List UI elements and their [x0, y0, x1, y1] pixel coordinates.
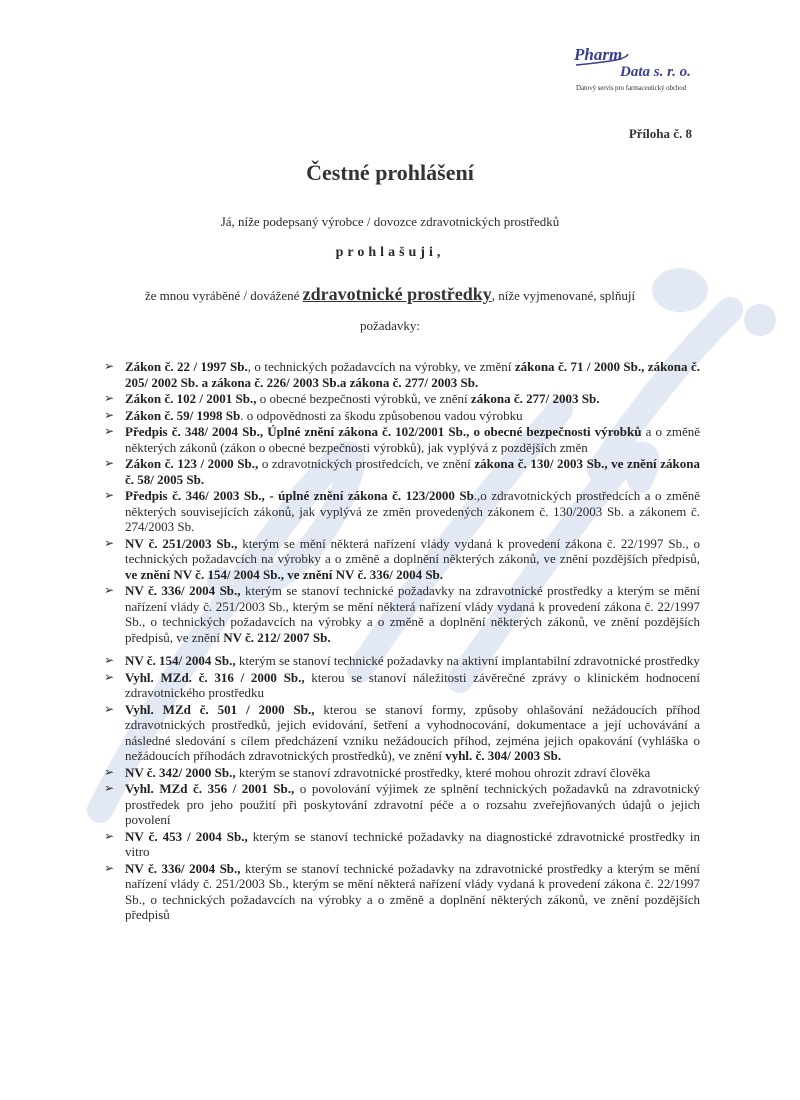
list-item [100, 670, 700, 701]
regulation-description: kterým se stanoví technické požadavky na aktivní implantabilní zdravotnické prostředky [235, 653, 700, 668]
regulation-description: kterým se mění některá nařízení vlády vydaná k provedení zákona č. 22/1997 Sb., o technických požadavcích na výrobky a o změně a doplnění některých zákonů, ve znění pozdějších předpisů, [125, 535, 700, 566]
regulation-reference: zákona č. 277/ 2003 Sb. [470, 391, 600, 406]
regulation-description: o povolování výjimek ze splnění technických požadavků na zdravotnický prostředek pro jeho použití při poskytování zdravotní péče a o rozsahu zveřejňovaných údajů o jejich povolení [125, 781, 700, 827]
list-item [100, 583, 700, 645]
list-item [100, 653, 700, 669]
products-highlight: zdravotnické prostředky [302, 284, 492, 304]
arrowhead-bullet-icon: ➢ [104, 860, 115, 875]
regulation-reference: NV č. 342/ 2000 Sb., [125, 764, 236, 780]
regulation-reference: NV č. 154/ 2004 Sb., [125, 653, 236, 668]
regulation-reference: Předpis č. 346/ 2003 Sb., - úplné znění zákona č. 123/2000 Sb [125, 488, 474, 503]
list-item [100, 359, 700, 390]
regulations-list [100, 359, 700, 924]
list-item [100, 488, 700, 535]
regulation-description: kterou se stanoví náležitosti závěrečné zprávy o klinickém hodnocení zdravotnického prostředku [125, 669, 700, 700]
regulation-reference: Zákon č. 59/ 1998 Sb [125, 407, 241, 423]
regulation-reference: NV č. 453 / 2004 Sb., [125, 828, 248, 844]
products-statement [0, 284, 780, 305]
regulation-description: kterým se stanoví technické požadavky na zdravotnické prostředky a kterým se mění nařízení vlády č. 251/2003 Sb., kterým se mění některá nařízení vlády vydaná k provedení zákona č. 22/1997 Sb., o technických požadavcích na výrobky a o změně a doplnění některých zákonů, ve znění pozdějších předpisů [125, 860, 700, 922]
regulation-description: .,o zdravotnických prostředcích a o změně některých souvisejících zákonů, jak vyplývá ze změn provedených zákonem č. 130/2003 Sb. a zákonem č. 274/2003 Sb. [125, 488, 700, 534]
logo-brand-top: Pharm [574, 45, 623, 64]
regulation-description: kterou se stanoví formy, způsoby ohlašování nežádoucích příhod zdravotnických prostředků, jejich evidování, šetření a vyhodnocování, dokumentace a její uchovávání a následné sledování s cílem předcházení vzniku nežádoucích příhod, zejména jejich opakování (vyhláška o nežádoucích příhodách zdravotnických prostředků), ve znění [125, 701, 700, 763]
products-prefix: že mnou vyráběné / dovážené [144, 288, 303, 303]
list-item [100, 424, 700, 455]
list-item [100, 861, 700, 923]
regulation-description: . o odpovědnosti za škodu způsobenou vadou výrobku [240, 407, 523, 423]
logo-brand-bottom: Data s. r. o. [620, 64, 691, 80]
regulation-description: a o změně některých zákonů (zákon o obecné bezpečnosti výrobků), jak vyplývá z pozdějších změn [125, 424, 700, 455]
arrowhead-bullet-icon: ➢ [104, 669, 115, 684]
regulation-description: , o technických požadavcích na výrobky, ve změní [247, 359, 515, 374]
list-item [100, 408, 700, 424]
arrowhead-bullet-icon: ➢ [104, 764, 115, 779]
list-item [100, 702, 700, 764]
regulation-reference: vyhl. č. 304/ 2003 Sb. [445, 748, 562, 763]
regulation-reference: Předpis č. 348/ 2004 Sb., Úplné znění zákona č. 102/2001 Sb., o obecné bezpečnosti výrobků [125, 424, 642, 439]
arrowhead-bullet-icon: ➢ [104, 407, 115, 422]
regulation-reference: NV č. 212/ 2007 Sb. [223, 629, 331, 645]
arrowhead-bullet-icon: ➢ [104, 391, 115, 405]
regulation-reference: Zákon č. 22 / 1997 Sb. [125, 359, 248, 374]
arrowhead-bullet-icon: ➢ [104, 456, 115, 470]
regulation-reference: NV č. 336/ 2004 Sb., [125, 583, 241, 598]
regulation-reference: zákona č. 130/ 2003 Sb., ve znění zákona č. 58/ 2005 Sb. [125, 456, 700, 487]
requirements-label: požadavky: [360, 318, 420, 333]
regulation-reference: Vyhl. MZd č. 356 / 2001 Sb., [125, 781, 295, 796]
arrowhead-bullet-icon: ➢ [104, 653, 115, 667]
regulation-description: kterým se stanoví technické požadavky na zdravotnické prostředky a kterým se mění nařízení vlády č. 251/2003 Sb., kterým se mění některá nařízení vlády vydaná k provedení zákona č. 22/1997 Sb., o technických požadavcích na výrobky a o změně a doplnění některých zákonů, ve znění pozdějších předpisů, ve znění [125, 583, 700, 645]
regulation-reference: Vyhl. MZd. č. 316 / 2000 Sb., [125, 669, 305, 685]
arrowhead-bullet-icon: ➢ [104, 583, 115, 597]
regulation-description: o obecné bezpečnosti výrobků, ve znění [256, 391, 471, 406]
list-item [100, 456, 700, 487]
arrowhead-bullet-icon: ➢ [104, 359, 115, 373]
regulation-reference: ve znění NV č. 154/ 2004 Sb., ve znění NV č. 336/ 2004 Sb. [125, 566, 444, 582]
regulation-description: o zdravotnických prostředcích, ve znění [258, 456, 475, 471]
annex-label: Příloha č. 8 [628, 126, 692, 141]
regulation-reference: NV č. 251/2003 Sb., [125, 535, 238, 551]
arrowhead-bullet-icon: ➢ [104, 424, 115, 438]
regulation-description: kterým se stanoví zdravotnické prostředky, které mohou ohrozit zdraví člověka [235, 764, 651, 780]
regulation-reference: Zákon č. 102 / 2001 Sb., [125, 391, 257, 406]
regulation-description: kterým se stanoví technické požadavky na diagnostické zdravotnické prostředky in vitro [125, 828, 701, 859]
arrowhead-bullet-icon: ➢ [104, 781, 115, 795]
list-item [100, 781, 700, 828]
regulation-reference: Zákon č. 123 / 2000 Sb., [125, 456, 259, 471]
regulation-reference: zákona č. 71 / 2000 Sb., zákona č. 205/ 2002 Sb. a zákona č. 226/ 2003 Sb.a zákona č. 277/ 2003 Sb. [125, 359, 700, 390]
declaration-word: prohlašuji, [335, 245, 445, 260]
arrowhead-bullet-icon: ➢ [104, 535, 115, 550]
pharmdata-logo-icon [566, 40, 706, 84]
products-suffix: , níže vyjmenované, splňují [491, 288, 636, 303]
list-item [100, 391, 700, 407]
arrowhead-bullet-icon: ➢ [104, 828, 115, 843]
arrowhead-bullet-icon: ➢ [104, 488, 115, 502]
regulation-reference: Vyhl. MZd č. 501 / 2000 Sb., [125, 701, 315, 717]
arrowhead-bullet-icon: ➢ [104, 701, 115, 716]
list-item [100, 765, 700, 781]
regulation-reference: NV č. 336/ 2004 Sb., [125, 860, 241, 876]
list-item [100, 536, 700, 583]
company-logo [566, 40, 706, 100]
logo-tagline: Datový servis pro farmaceutický obchod [576, 84, 687, 92]
document-title: Čestné prohlášení [306, 160, 474, 185]
intro-text: Já, níže podepsaný výrobce / dovozce zdravotnických prostředků [220, 214, 560, 229]
list-item [100, 829, 700, 860]
